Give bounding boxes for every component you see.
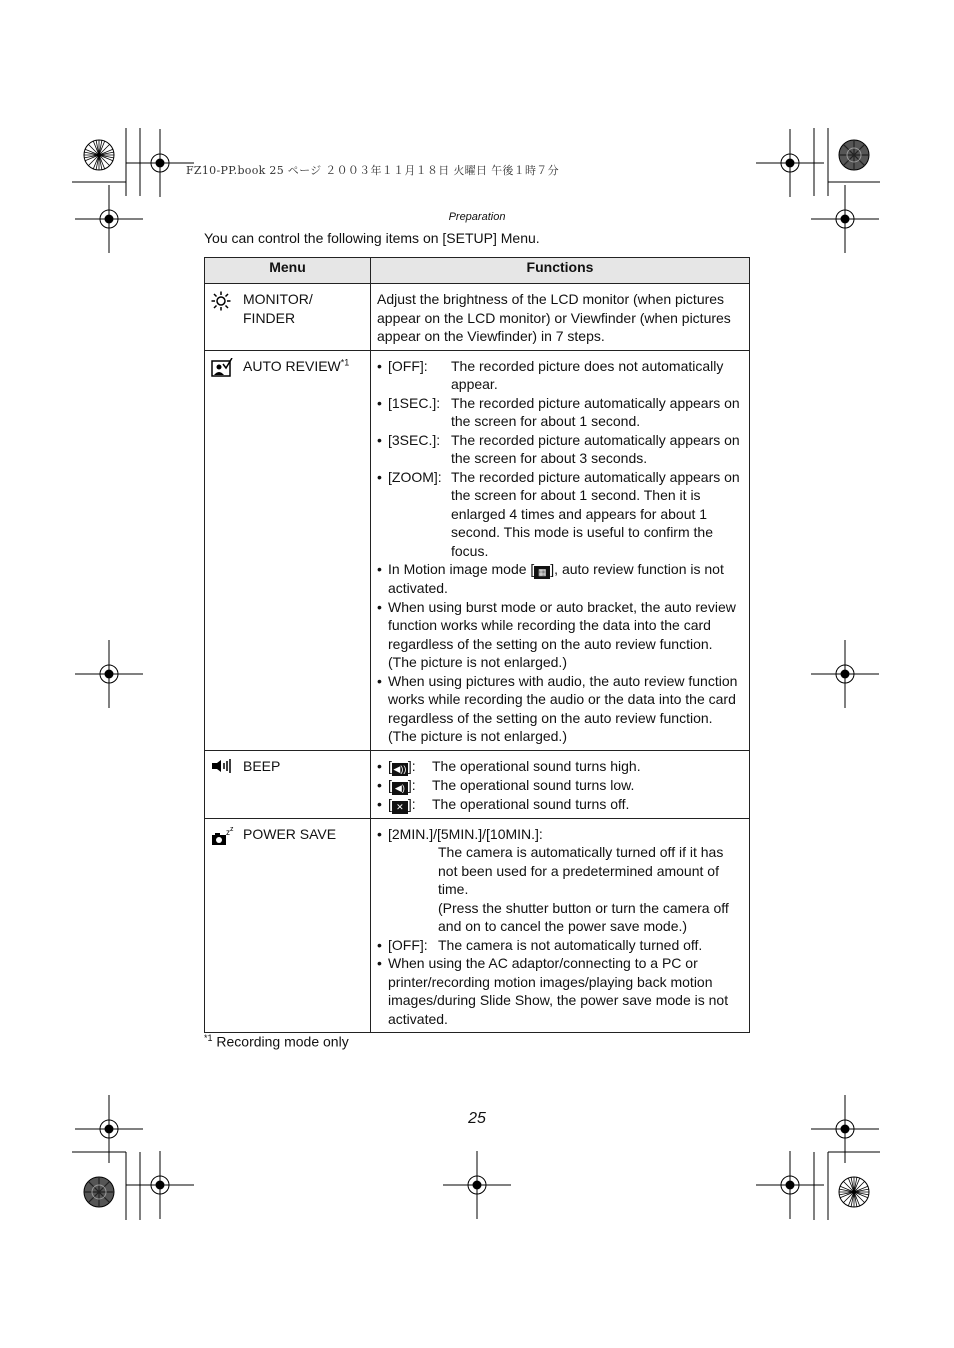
list-item: • [1SEC.]: The recorded picture automatically appears on the screen for about 1 second.: [377, 394, 740, 429]
setup-menu-table: [204, 257, 750, 1033]
menu-cell: [205, 284, 371, 351]
menu-cell: [205, 350, 371, 750]
functions-cell: [371, 818, 750, 1033]
beep-speaker-icon: [211, 757, 237, 779]
section-label: Preparation: [448, 211, 506, 223]
speaker-mute-icon: ✕: [392, 801, 408, 814]
footnote-mark: *1: [340, 356, 350, 367]
monitor-finder-description: Adjust the brightness of the LCD monitor (when pictures appear on the LCD monitor) or Viewfinder (when pictures appear on the Viewfinder) in 7 steps.: [377, 291, 731, 344]
table-row: [205, 284, 750, 351]
footnote: $^{*1}$ Recording mode only: [204, 1033, 349, 1050]
sun-brightness-icon: [211, 290, 237, 327]
page-number: 25: [468, 1110, 486, 1127]
list-item: • When using pictures with audio, the auto review function works while recording the audio or the data into the card regardless of the setting on the auto review function. (The picture is not enlarged.): [377, 672, 738, 744]
table-header-row: [205, 258, 750, 284]
list-item: • [OFF]: The camera is not automatically turned off.: [377, 936, 703, 953]
table-row: [205, 818, 750, 1033]
list-item: • When using burst mode or auto bracket, the auto review function works while recording the data into the card regardless of the setting on the auto review function. (The picture is not enlarged.): [377, 598, 736, 670]
menu-cell: [205, 818, 371, 1033]
menu-cell: [205, 750, 371, 818]
list-item: • In Motion image mode [ ▦ ], auto review function is not activated.: [377, 561, 724, 596]
functions-column-header: Functions: [371, 258, 750, 284]
menu-name-auto-review: AUTO REVIEW$^{*1}$: [243, 356, 350, 374]
functions-cell: [371, 284, 750, 351]
menu-name-power-save: POWER SAVE: [243, 825, 337, 842]
list-item: • [2MIN.]/[5MIN.]/[10MIN.]: The camera is automatically turned off if it has not been used for a predetermined amount of time. (Press the shutter button or turn the camera off and on to cancel the power save mode.): [377, 825, 729, 934]
list-item: • [ ◀)) ]: The operational sound turns high.: [377, 757, 641, 774]
speaker-high-icon: ◀)): [393, 763, 407, 774]
list-item: • [ ◀) ]: The operational sound turns low.: [377, 776, 635, 793]
svg-text:z: z: [226, 827, 230, 837]
auto-review-icon: [211, 357, 237, 383]
table-row: [205, 750, 750, 818]
print-header: FZ10-PP.book 25 ページ ２００３年１１月１８日 火曜日 午後１時７分: [186, 164, 559, 177]
power-save-icon: [211, 825, 237, 851]
table-row: [205, 350, 750, 750]
svg-text:z: z: [230, 825, 234, 833]
menu-name-monitor-finder: MONITOR/ FINDER: [243, 291, 313, 326]
intro-text: You can control the following items on [SETUP] Menu.: [204, 230, 540, 246]
list-item: • When using the AC adaptor/connecting to a PC or printer/recording motion images/playing back motion images/during Slide Show, the power save mode is not activated.: [377, 955, 729, 1027]
list-item: • [ ✕ ]: The operational sound turns off.: [377, 795, 630, 812]
functions-cell: [371, 350, 750, 750]
menu-column-header: Menu: [205, 258, 371, 284]
list-item: • [3SEC.]: The recorded picture automatically appears on the screen for about 3 seconds.: [377, 431, 740, 466]
list-item: • [ZOOM]: The recorded picture automatically appears on the screen for about 1 second. Then it is enlarged 4 times and appears for about 1 second. This mode is useful to confirm the focus.: [377, 468, 740, 559]
speaker-low-icon: ◀): [392, 782, 408, 795]
menu-name-beep: BEEP: [243, 757, 281, 774]
film-icon: ▦: [534, 566, 550, 579]
functions-cell: [371, 750, 750, 818]
list-item: • [OFF]: The recorded picture does not automatically appear.: [377, 357, 724, 392]
